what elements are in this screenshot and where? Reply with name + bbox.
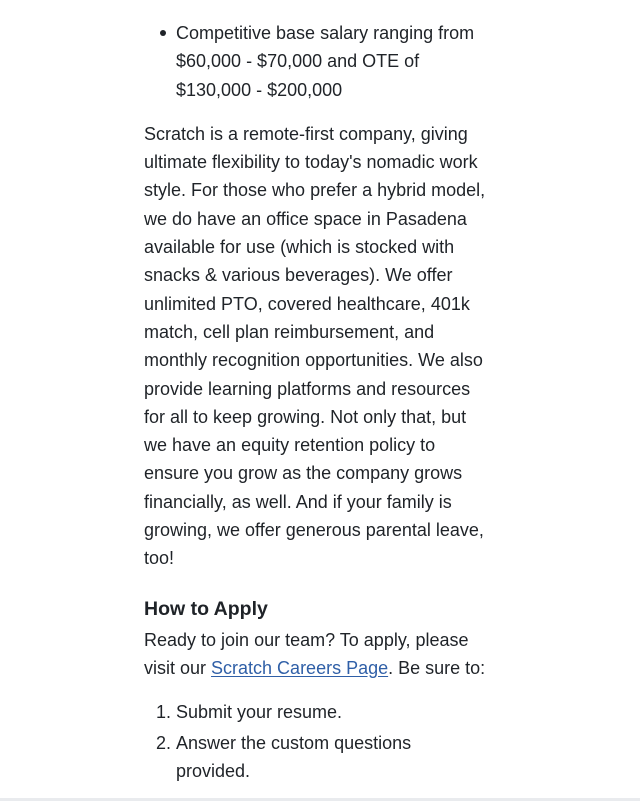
careers-page-link[interactable]: Scratch Careers Page [211, 657, 389, 678]
list-item-line: $130,000 - $200,000 [176, 79, 343, 100]
paragraph-line: unlimited PTO, covered healthcare, 401k [144, 293, 470, 314]
how-to-apply-paragraph [144, 626, 504, 683]
paragraph-line: we have an equity retention policy to [144, 435, 436, 456]
bullet-icon [160, 30, 166, 36]
paragraph-line: snacks & various beverages). We offer [144, 265, 453, 286]
job-post-content [144, 19, 504, 787]
paragraph-line: financially, as well. And if your family is [144, 491, 452, 512]
paragraph-line: for all to keep growing. Not only that, but [144, 406, 467, 427]
application-steps-list [144, 698, 504, 785]
paragraph-line: Scratch is a remote-first company, giving [144, 123, 468, 144]
link-prefix-text: visit our [144, 657, 212, 678]
step-number: 1. [156, 702, 172, 723]
list-item-line: provided. [176, 760, 251, 781]
how-to-apply-heading: How to Apply [144, 597, 268, 620]
list-item-line: Competitive base salary ranging from [176, 23, 475, 43]
paragraph-line: we do have an office space in Pasadena [144, 208, 467, 229]
list-item-line: Answer the custom questions [176, 732, 412, 753]
paragraph-line: match, cell plan reimbursement, and [144, 321, 435, 342]
benefits-list [144, 19, 504, 104]
paragraph-line: growing, we offer generous parental leave, [144, 520, 484, 541]
paragraph-line: ultimate flexibility to today's nomadic work [144, 152, 478, 173]
list-item [144, 698, 504, 726]
paragraph-line: ensure you grow as the company grows [144, 463, 463, 484]
paragraph-line: Ready to join our team? To apply, please [144, 629, 469, 650]
paragraph-line: monthly recognition opportunities. We also [144, 350, 483, 371]
list-item-line: $60,000 - $70,000 and OTE of [176, 51, 420, 72]
paragraph-line: style. For those who prefer a hybrid model, [144, 180, 486, 201]
company-description-paragraph [144, 120, 504, 573]
paragraph-line: too! [144, 548, 175, 569]
paragraph-line: available for use (which is stocked with [144, 237, 455, 258]
paragraph-line [144, 654, 504, 682]
list-item-line: Submit your resume. [176, 702, 343, 723]
step-number: 2. [156, 732, 172, 753]
list-item [143, 19, 504, 104]
list-item [144, 729, 504, 786]
link-suffix-text: . Be sure to: [388, 657, 486, 678]
paragraph-line: provide learning platforms and resources [144, 378, 471, 399]
